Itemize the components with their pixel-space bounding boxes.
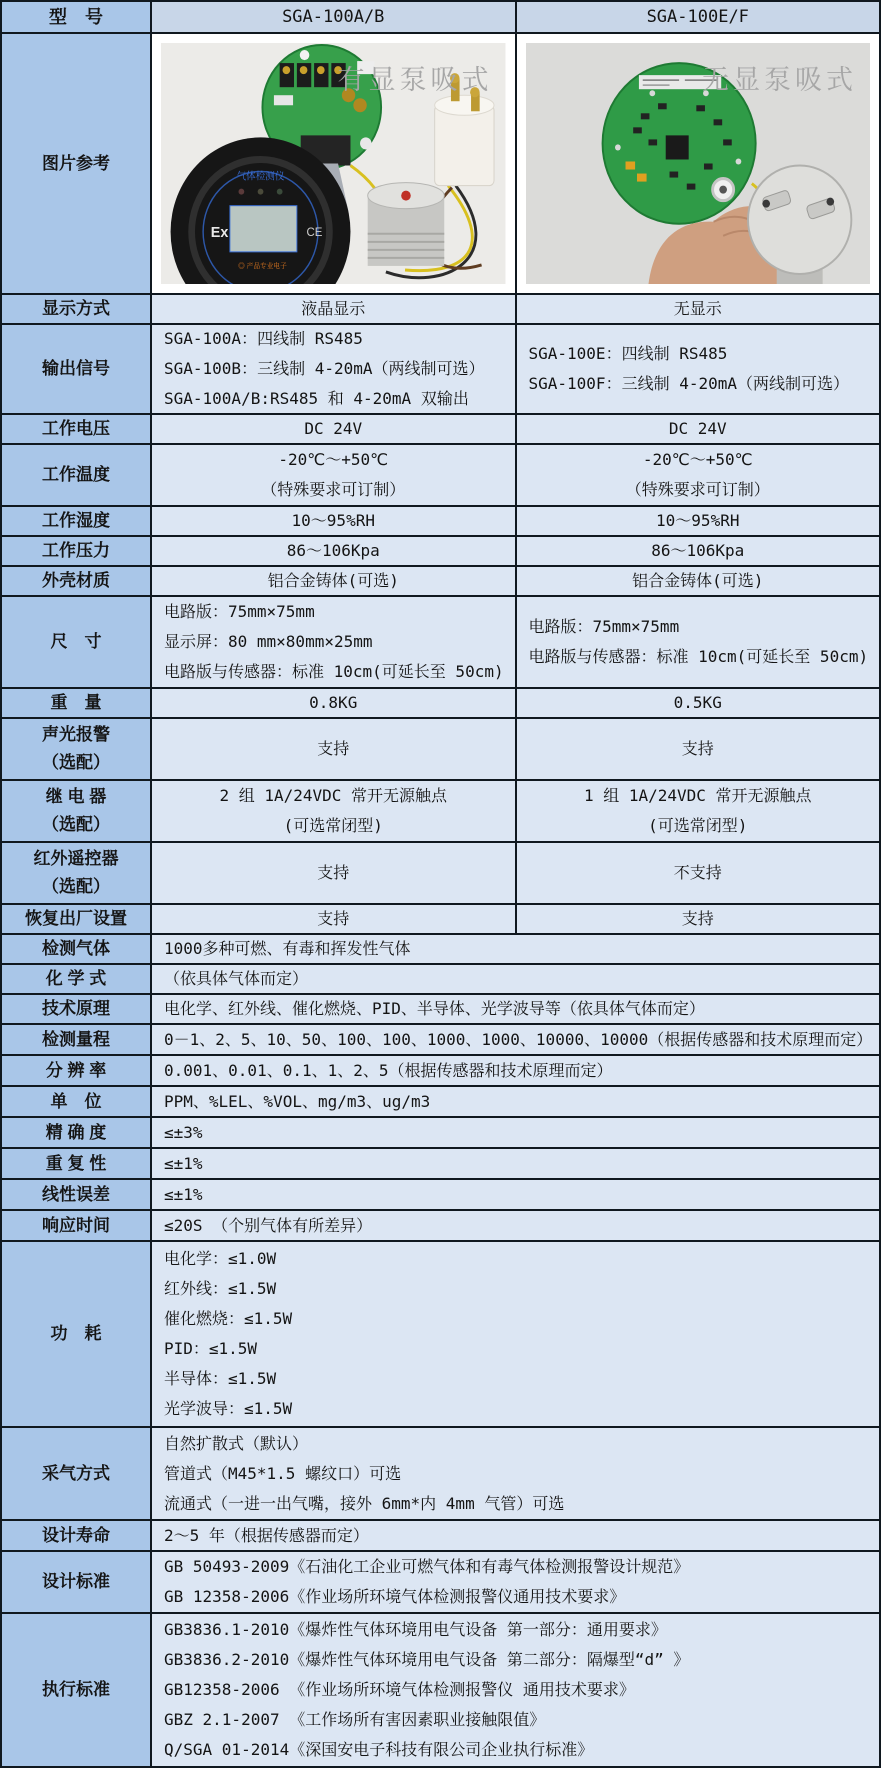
row-detected-gas <box>2 933 879 963</box>
value-line: 液晶显示 <box>301 299 366 318</box>
label-line: 执行标准 <box>42 1680 110 1699</box>
value-cell-technical-principle <box>150 995 879 1023</box>
value-cell-ir-remote-right <box>515 843 880 903</box>
value-cell-relay-right <box>515 781 880 841</box>
value-cell-sound-light-alarm-left <box>150 719 515 779</box>
label-line: （选配） <box>42 815 110 834</box>
svg-text:CE: CE <box>306 225 323 239</box>
value-line: SGA-100A：四线制 RS485 <box>164 329 363 348</box>
value-line: 1 组 1A/24VDC 常开无源触点 <box>583 786 812 805</box>
row-repeatability <box>2 1147 879 1178</box>
row-label-response-time <box>2 1211 150 1240</box>
value-cell-sound-light-alarm-right <box>515 719 880 779</box>
value-cell-detection-range <box>150 1025 879 1054</box>
row-label-sound-light-alarm <box>2 719 150 779</box>
row-working-humidity <box>2 505 879 535</box>
row-sampling-method <box>2 1426 879 1519</box>
row-label-sampling-method <box>2 1428 150 1519</box>
row-label-factory-reset <box>2 905 150 933</box>
silver-sensor-icon <box>368 183 445 266</box>
value-cell-dimensions-left <box>150 597 515 687</box>
row-label-detected-gas <box>2 935 150 963</box>
label-line: 功 耗 <box>50 1324 102 1343</box>
label-line: （选配） <box>42 877 110 896</box>
value-line: ≤±1% <box>164 1153 203 1173</box>
row-display-mode <box>2 293 879 323</box>
row-design-standard <box>2 1550 879 1612</box>
value-line: GB12358-2006 《作业场所环境气体检测报警仪 通用技术要求》 <box>164 1680 635 1699</box>
row-resolution <box>2 1054 879 1085</box>
value-line: GB3836.1-2010《爆炸性气体环境用电气设备 第一部分：通用要求》 <box>164 1620 667 1639</box>
label-line: 输出信号 <box>42 359 110 378</box>
value-cell-working-voltage-left <box>150 415 515 443</box>
label-line: 技术原理 <box>42 999 110 1018</box>
value-line: 显示屏：80 mm×80mm×25mm <box>164 632 373 651</box>
value-line: 支持 <box>681 739 714 758</box>
value-cell-resolution <box>150 1056 879 1085</box>
value-line: 半导体：≤1.5W <box>164 1369 277 1388</box>
row-label-ir-remote <box>2 843 150 903</box>
label-line: 线性误差 <box>42 1184 110 1204</box>
row-label-technical-principle <box>2 995 150 1023</box>
value-cell-display-mode-left <box>150 295 515 323</box>
photo-caption-left: 有显泵吸式 <box>337 65 493 95</box>
value-line: 铝合金铸体(可选) <box>267 571 399 590</box>
value-cell-dimensions-right <box>515 597 880 687</box>
label-line: 工作电压 <box>42 419 110 438</box>
value-cell-unit <box>150 1087 879 1116</box>
value-line: SGA-100B：三线制 4-20mA（两线制可选） <box>164 359 485 378</box>
row-ir-remote <box>2 841 879 903</box>
value-line: 支持 <box>317 909 350 928</box>
value-line: 不支持 <box>673 863 722 882</box>
row-execution-standard <box>2 1612 879 1766</box>
label-line: 尺 寸 <box>50 632 102 651</box>
value-cell-factory-reset-right <box>515 905 880 933</box>
value-line: 10～95%RH <box>656 511 740 530</box>
value-line: Q/SGA 01-2014《深国安电子科技有限公司企业执行标准》 <box>164 1740 594 1759</box>
row-label-output-signal <box>2 325 150 413</box>
model-header-cell <box>150 2 515 32</box>
row-label-linearity-error <box>2 1180 150 1209</box>
label-line: 精 确 度 <box>45 1122 107 1142</box>
row-label-display-mode <box>2 295 150 323</box>
value-cell-design-life <box>150 1521 879 1550</box>
value-line: DC 24V <box>668 419 727 438</box>
row-label-execution-standard <box>2 1614 150 1766</box>
row-label-chemical-formula <box>2 965 150 993</box>
row-label-repeatability <box>2 1149 150 1178</box>
value-cell-working-temperature-right <box>515 445 880 505</box>
label-line: 化 学 式 <box>45 969 107 988</box>
row-label-working-humidity <box>2 507 150 535</box>
value-cell-ir-remote-left <box>150 843 515 903</box>
value-line: 电路版：75mm×75mm <box>164 602 315 621</box>
row-relay <box>2 779 879 841</box>
value-line: -20℃～+50℃ <box>278 450 389 469</box>
value-cell-sampling-method <box>150 1428 879 1519</box>
value-line: SGA-100A/B:RS485 和 4-20mA 双输出 <box>164 389 469 408</box>
value-line: （特殊要求可订制） <box>261 480 406 499</box>
value-line: ≤±3% <box>164 1122 203 1142</box>
value-cell-working-voltage-right <box>515 415 880 443</box>
value-cell-output-signal-left <box>150 325 515 413</box>
label-line: 显示方式 <box>42 299 110 318</box>
value-cell-shell-material-left <box>150 567 515 595</box>
row-photo-reference <box>2 32 879 293</box>
value-line: 电路版与传感器：标准 10cm(可延长至 50cm) <box>164 662 504 681</box>
row-model-header <box>2 2 879 32</box>
label-line: 工作压力 <box>42 541 110 560</box>
value-line: 0.8KG <box>309 693 358 712</box>
row-label-accuracy <box>2 1118 150 1147</box>
row-label-model-header <box>2 2 150 32</box>
svg-text:气体检测仪: 气体检测仪 <box>236 171 285 183</box>
row-linearity-error <box>2 1178 879 1209</box>
product-photo-right <box>515 34 880 293</box>
value-line: 支持 <box>317 739 350 758</box>
row-label-photo-reference <box>2 34 150 293</box>
red-dot <box>401 191 411 201</box>
value-cell-detected-gas <box>150 935 879 963</box>
row-response-time <box>2 1209 879 1240</box>
value-line: PPM、%LEL、%VOL、mg/m3、ug/m3 <box>164 1091 431 1111</box>
row-working-pressure <box>2 535 879 565</box>
value-line: 电化学、红外线、催化燃烧、PID、半导体、光学波导等（依具体气体而定） <box>164 999 705 1018</box>
value-line: (可选常闭型) <box>648 816 748 835</box>
value-line: 光学波导：≤1.5W <box>164 1399 293 1418</box>
value-line: 管道式（M45*1.5 螺纹口）可选 <box>164 1463 402 1483</box>
value-cell-execution-standard <box>150 1614 879 1766</box>
value-line: (可选常闭型) <box>283 816 383 835</box>
row-working-temperature <box>2 443 879 505</box>
value-line: 1000多种可燃、有毒和挥发性气体 <box>164 939 411 958</box>
row-dimensions <box>2 595 879 687</box>
row-detection-range <box>2 1023 879 1054</box>
model-name: SGA-100E/F <box>646 7 749 27</box>
value-line: 2～5 年（根据传感器而定） <box>164 1525 369 1545</box>
value-line: 0.001、0.01、0.1、1、2、5（根据传感器和技术原理而定） <box>164 1060 613 1080</box>
row-unit <box>2 1085 879 1116</box>
photo-caption-right: 无显泵吸式 <box>702 65 857 95</box>
label-line: 响应时间 <box>42 1215 110 1235</box>
value-line: -20℃～+50℃ <box>642 450 753 469</box>
row-label-detection-range <box>2 1025 150 1054</box>
row-working-voltage <box>2 413 879 443</box>
label-line: 继 电 器 <box>45 787 107 806</box>
row-label-relay <box>2 781 150 841</box>
label-line: 检测量程 <box>42 1029 110 1049</box>
value-line: 86～106Kpa <box>286 541 380 560</box>
label-line: 设计寿命 <box>42 1525 110 1545</box>
label-line: 型 号 <box>49 7 103 27</box>
row-shell-material <box>2 565 879 595</box>
value-line: （特殊要求可订制） <box>625 480 770 499</box>
row-label-resolution <box>2 1056 150 1085</box>
value-line: 自然扩散式（默认） <box>164 1433 309 1453</box>
value-line: 0－1、2、5、10、50、100、100、1000、1000、10000、10000（根据传感器和技术原理而定） <box>164 1029 873 1049</box>
row-label-shell-material <box>2 567 150 595</box>
value-cell-response-time <box>150 1211 879 1240</box>
value-line: 红外线：≤1.5W <box>164 1279 277 1298</box>
value-line: SGA-100E：四线制 RS485 <box>528 344 728 363</box>
value-cell-working-humidity-left <box>150 507 515 535</box>
value-cell-linearity-error <box>150 1180 879 1209</box>
model-name: SGA-100A/B <box>282 7 385 27</box>
value-cell-working-pressure-right <box>515 537 880 565</box>
value-line: ≤±1% <box>164 1184 203 1204</box>
row-accuracy <box>2 1116 879 1147</box>
row-label-working-voltage <box>2 415 150 443</box>
value-line: 支持 <box>317 863 350 882</box>
row-label-weight <box>2 689 150 717</box>
label-line: （选配） <box>42 753 110 772</box>
value-cell-weight-right <box>515 689 880 717</box>
value-line: 铝合金铸体(可选) <box>632 571 764 590</box>
label-line: 恢复出厂设置 <box>25 909 127 928</box>
row-label-power-consumption <box>2 1242 150 1426</box>
model-header-cell <box>515 2 880 32</box>
label-line: 重 复 性 <box>45 1153 107 1173</box>
value-line: 支持 <box>681 909 714 928</box>
value-line: 86～106Kpa <box>651 541 745 560</box>
svg-text:Ex: Ex <box>210 224 229 241</box>
svg-text:◎ 产品专业电子: ◎ 产品专业电子 <box>238 262 287 270</box>
row-label-dimensions <box>2 597 150 687</box>
value-line: 0.5KG <box>673 693 722 712</box>
value-line: 电路版与传感器：标准 10cm(可延长至 50cm) <box>528 647 869 666</box>
value-line: 2 组 1A/24VDC 常开无源触点 <box>219 786 448 805</box>
row-weight <box>2 687 879 717</box>
value-cell-display-mode-right <box>515 295 880 323</box>
row-output-signal <box>2 323 879 413</box>
value-cell-relay-left <box>150 781 515 841</box>
label-line: 单 位 <box>50 1091 102 1111</box>
row-power-consumption <box>2 1240 879 1426</box>
label-line: 工作温度 <box>42 465 110 484</box>
row-label-working-pressure <box>2 537 150 565</box>
label-line: 图片参考 <box>42 153 110 173</box>
value-cell-accuracy <box>150 1118 879 1147</box>
value-line: 电化学：≤1.0W <box>164 1249 277 1268</box>
label-line: 检测气体 <box>42 939 110 958</box>
row-design-life <box>2 1519 879 1550</box>
value-cell-shell-material-right <box>515 567 880 595</box>
value-cell-weight-left <box>150 689 515 717</box>
label-line: 采气方式 <box>42 1463 110 1483</box>
label-line: 重 量 <box>50 693 102 712</box>
value-line: GB 50493-2009《石油化工企业可燃气体和有毒气体检测报警设计规范》 <box>164 1557 690 1576</box>
value-line: GB3836.2-2010《爆炸性气体环境用电气设备 第二部分：隔爆型“d” 》 <box>164 1650 690 1669</box>
value-cell-repeatability <box>150 1149 879 1178</box>
value-cell-chemical-formula <box>150 965 879 993</box>
value-line: PID：≤1.5W <box>164 1339 258 1358</box>
label-line: 红外遥控器 <box>33 849 119 868</box>
row-chemical-formula <box>2 963 879 993</box>
value-line: SGA-100F：三线制 4-20mA（两线制可选） <box>528 374 849 393</box>
value-line: GBZ 2.1-2007 《工作场所有害因素职业接触限值》 <box>164 1710 546 1729</box>
row-factory-reset <box>2 903 879 933</box>
row-label-design-life <box>2 1521 150 1550</box>
value-cell-power-consumption <box>150 1242 879 1426</box>
value-cell-working-humidity-right <box>515 507 880 535</box>
value-line: 催化燃烧：≤1.5W <box>164 1309 293 1328</box>
label-line: 外壳材质 <box>42 571 110 590</box>
label-line: 分 辨 率 <box>45 1060 107 1080</box>
label-line: 工作湿度 <box>42 511 110 530</box>
row-label-working-temperature <box>2 445 150 505</box>
value-line: 流通式（一进一出气嘴，接外 6mm*内 4mm 气管）可选 <box>164 1493 565 1513</box>
label-line: 设计标准 <box>42 1572 110 1591</box>
value-line: DC 24V <box>304 419 363 438</box>
product-photo-left <box>150 34 515 293</box>
value-line: GB 12358-2006《作业场所环境气体检测报警仪通用技术要求》 <box>164 1587 626 1606</box>
value-cell-working-pressure-left <box>150 537 515 565</box>
label-line: 声光报警 <box>42 725 110 744</box>
value-line: 无显示 <box>673 299 722 318</box>
value-line: ≤20S （个别气体有所差异） <box>164 1215 373 1235</box>
value-cell-design-standard <box>150 1552 879 1612</box>
row-label-design-standard <box>2 1552 150 1612</box>
row-technical-principle <box>2 993 879 1023</box>
row-label-unit <box>2 1087 150 1116</box>
row-sound-light-alarm <box>2 717 879 779</box>
value-cell-output-signal-right <box>515 325 880 413</box>
value-line: 10～95%RH <box>291 511 375 530</box>
value-cell-factory-reset-left <box>150 905 515 933</box>
value-cell-working-temperature-left <box>150 445 515 505</box>
value-line: （依具体气体而定） <box>164 969 309 988</box>
value-line: 电路版：75mm×75mm <box>528 617 680 636</box>
